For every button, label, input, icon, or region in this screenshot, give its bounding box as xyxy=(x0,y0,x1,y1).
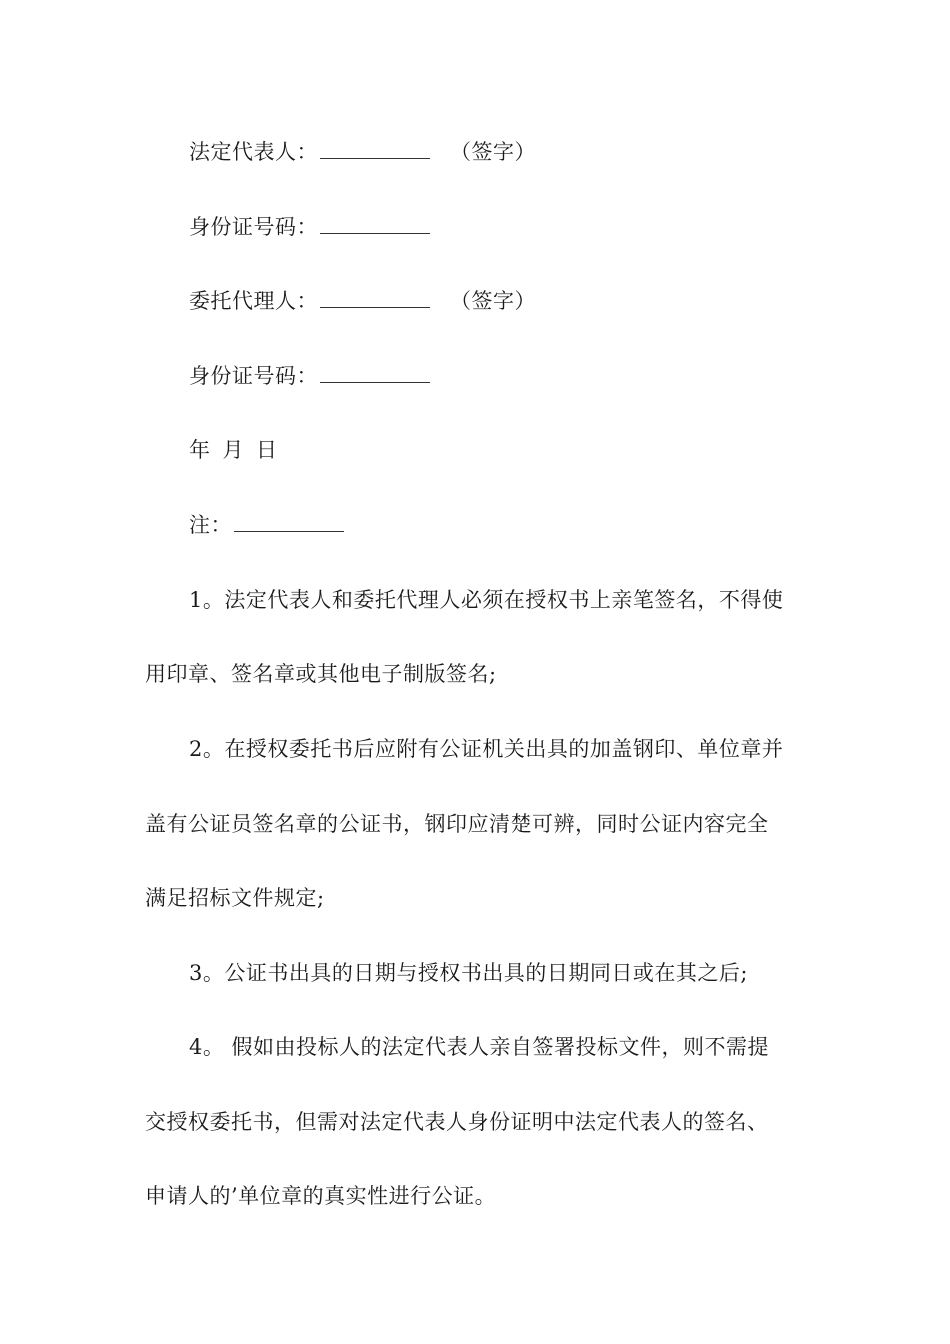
note-1-line-2: 用印章、签名章或其他电子制版签名; xyxy=(145,662,497,686)
note-2-line-3: 满足招标文件规定; xyxy=(145,886,325,910)
note-2-line-1: 2。在授权委托书后应附有公证机关出具的加盖钢印、单位章并 xyxy=(189,737,784,761)
legal-representative-id-blank[interactable] xyxy=(320,215,430,234)
note-label: 注： xyxy=(189,513,232,537)
agent-blank[interactable] xyxy=(320,289,430,308)
note-4-line-2: 交授权委托书，但需对法定代表人身份证明中法定代表人的签名、 xyxy=(145,1110,769,1134)
note-2-line-2: 盖有公证员签名章的公证书，钢印应清楚可辨，同时公证内容完全 xyxy=(145,812,769,836)
agent-id-blank[interactable] xyxy=(320,364,430,383)
legal-representative-id-label: 身份证号码： xyxy=(189,215,318,239)
note-4-line-3: 申请人的’单位章的真实性进行公证。 xyxy=(145,1184,497,1208)
date-day: 日 xyxy=(256,438,278,462)
note-1-line-1: 1。法定代表人和委托代理人必须在授权书上亲笔签名，不得使 xyxy=(189,588,784,612)
date-month: 月 xyxy=(222,438,244,462)
date-year: 年 xyxy=(189,438,211,462)
legal-representative-id-line xyxy=(189,212,430,242)
legal-representative-line xyxy=(189,137,536,167)
agent-id-label: 身份证号码： xyxy=(189,364,318,388)
legal-representative-blank[interactable] xyxy=(320,140,430,159)
agent-line xyxy=(189,286,536,316)
agent-sign-note: （签字） xyxy=(450,289,536,313)
agent-id-line xyxy=(189,361,430,391)
note-3-line-1: 3。公证书出具的日期与授权书出具的日期同日或在其之后; xyxy=(189,961,748,985)
date-line xyxy=(189,435,278,465)
note-blank[interactable] xyxy=(234,513,344,532)
note-4-line-1: 4。 假如由投标人的法定代表人亲自签署投标文件，则不需提 xyxy=(189,1035,770,1059)
legal-representative-sign-note: （签字） xyxy=(450,140,536,164)
note-heading-line xyxy=(189,510,344,540)
agent-label: 委托代理人： xyxy=(189,289,318,313)
legal-representative-label: 法定代表人： xyxy=(189,140,318,164)
